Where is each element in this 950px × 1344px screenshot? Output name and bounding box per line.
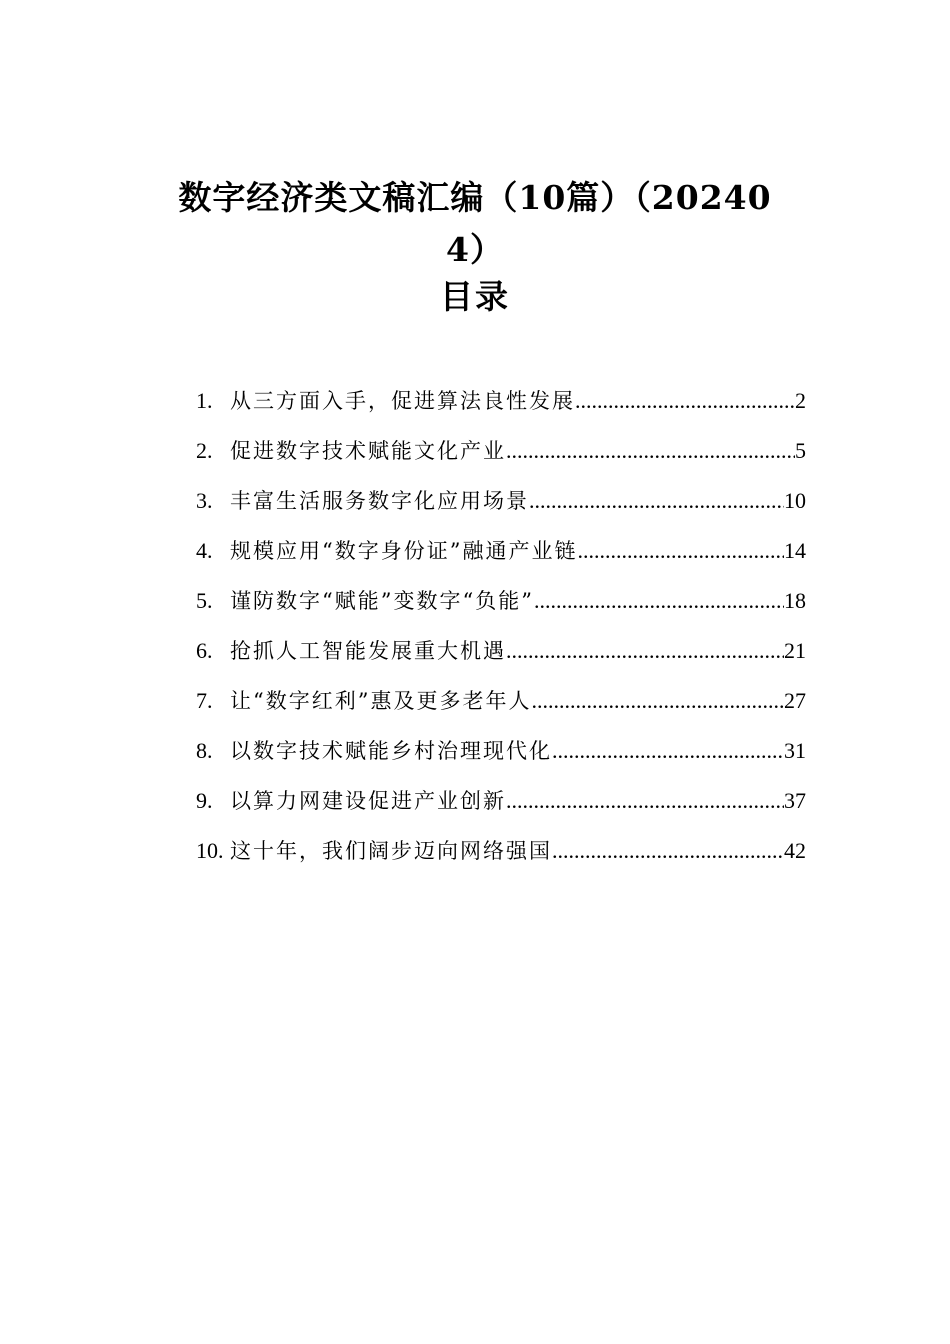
- toc-entry-title: 抢抓人工智能发展重大机遇: [230, 639, 506, 663]
- document-title-line-2: 4）: [446, 230, 504, 269]
- table-of-contents: [196, 376, 806, 876]
- toc-entry-title: 从三方面入手，促进算法良性发展: [230, 389, 575, 413]
- toc-entry-number: 6.: [196, 638, 213, 663]
- toc-entry-page-number: 2: [795, 388, 806, 413]
- toc-entry-title: 促进数字技术赋能文化产业: [230, 439, 506, 463]
- toc-dot-leader: [506, 626, 784, 676]
- toc-entry[interactable]: [196, 576, 806, 626]
- toc-entry[interactable]: [196, 376, 806, 426]
- toc-entry[interactable]: [196, 626, 806, 676]
- toc-entry[interactable]: [196, 776, 806, 826]
- toc-entry[interactable]: [196, 426, 806, 476]
- toc-dot-leader: [534, 576, 784, 626]
- toc-entry[interactable]: [196, 826, 806, 876]
- toc-entry-number: 9.: [196, 788, 213, 813]
- toc-entry[interactable]: [196, 476, 806, 526]
- toc-entry-page-number: 42: [784, 838, 806, 863]
- toc-dot-leader: [506, 426, 795, 476]
- toc-dot-leader: [552, 826, 784, 876]
- toc-entry-page-number: 5: [795, 438, 806, 463]
- toc-entry-number: 1.: [196, 388, 213, 413]
- toc-entry-page-number: 21: [784, 638, 806, 663]
- toc-entry-title: 让“数字红利”惠及更多老年人: [230, 689, 532, 713]
- toc-entry-title: 丰富生活服务数字化应用场景: [230, 489, 529, 513]
- toc-entry-page-number: 27: [784, 688, 806, 713]
- toc-dot-leader: [529, 476, 784, 526]
- toc-entry-title: 谨防数字“赋能”变数字“负能”: [230, 589, 534, 613]
- toc-entry-page-number: 18: [784, 588, 806, 613]
- toc-dot-leader: [575, 376, 795, 426]
- toc-dot-leader: [577, 526, 784, 576]
- toc-dot-leader: [506, 776, 784, 826]
- toc-entry-page-number: 10: [784, 488, 806, 513]
- toc-entry[interactable]: [196, 526, 806, 576]
- toc-entry-number: 8.: [196, 738, 213, 763]
- toc-entry-number: 10.: [196, 838, 224, 863]
- document-title-line-1: 数字经济类文稿汇编（10篇）（20240: [178, 178, 772, 217]
- toc-entry[interactable]: [196, 676, 806, 726]
- toc-entry-number: 7.: [196, 688, 213, 713]
- toc-entry-number: 4.: [196, 538, 213, 563]
- toc-entry-title: 这十年，我们阔步迈向网络强国: [230, 839, 552, 863]
- toc-entry[interactable]: [196, 726, 806, 776]
- toc-entry-page-number: 37: [784, 788, 806, 813]
- toc-dot-leader: [531, 676, 784, 726]
- toc-heading: 目录: [440, 277, 510, 316]
- toc-entry-number: 2.: [196, 438, 213, 463]
- document-title: [160, 172, 790, 276]
- toc-entry-number: 5.: [196, 588, 213, 613]
- toc-dot-leader: [552, 726, 784, 776]
- toc-entry-title: 规模应用“数字身份证”融通产业链: [230, 539, 578, 563]
- toc-entry-title: 以数字技术赋能乡村治理现代化: [230, 739, 552, 763]
- toc-entry-title: 以算力网建设促进产业创新: [230, 789, 506, 813]
- toc-entry-page-number: 31: [784, 738, 806, 763]
- toc-entry-number: 3.: [196, 488, 213, 513]
- toc-entry-page-number: 14: [784, 538, 806, 563]
